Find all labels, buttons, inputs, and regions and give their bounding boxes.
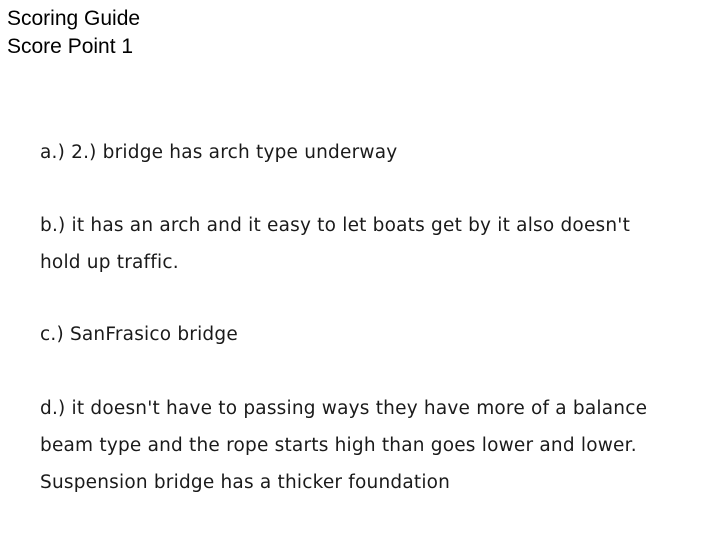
score-point-label: Score Point 1: [7, 35, 134, 58]
answer-c: [40, 316, 710, 353]
answer-b: [40, 207, 710, 281]
answer-line: a.) 2.) bridge has arch type underway: [40, 142, 398, 163]
answer-line: c.) SanFrasico bridge: [40, 324, 238, 345]
answer-d: [40, 390, 710, 501]
answer-line: Suspension bridge has a thicker foundation: [40, 472, 451, 493]
answer-line: beam type and the rope starts high than goes lower and lower.: [40, 435, 637, 456]
answer-line: hold up traffic.: [40, 252, 179, 273]
answer-a: [40, 134, 710, 171]
header: [7, 5, 140, 61]
answer-line: d.) it doesn't have to passing ways they have more of a balance: [40, 398, 648, 419]
answer-line: b.) it has an arch and it easy to let boats get by it also doesn't: [40, 215, 631, 236]
page-title: Scoring Guide: [7, 7, 141, 30]
